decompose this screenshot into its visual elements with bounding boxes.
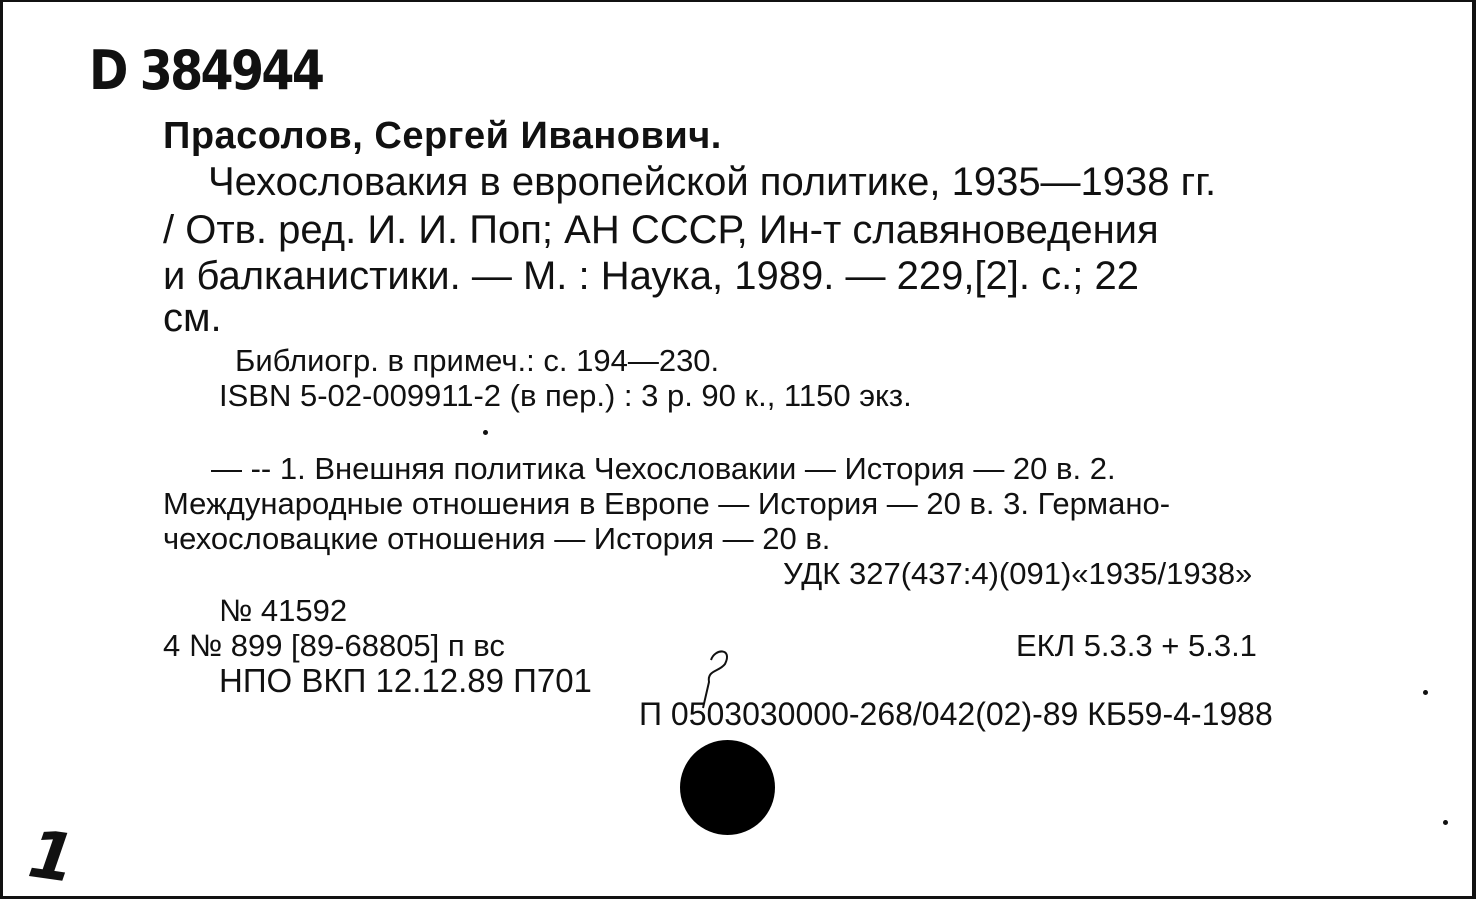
punch-hole bbox=[680, 740, 775, 835]
order-line: 4 № 899 [89-68805] п вс bbox=[163, 628, 505, 663]
ekl-code: ЕКЛ 5.3.3 + 5.3.1 bbox=[1016, 628, 1257, 663]
inventory-number: № 41592 bbox=[219, 593, 348, 628]
udk-code: УДК 327(437:4)(091)«1935/1938» bbox=[783, 556, 1253, 591]
pencil-mark: 1 bbox=[23, 815, 81, 898]
npo-line: НПО ВКП 12.12.89 П701 bbox=[219, 662, 592, 699]
subject-line-1: — -- 1. Внешняя политика Чехословакии — История — 20 в. 2. bbox=[211, 451, 1116, 486]
title-line-4: см. bbox=[163, 296, 222, 340]
speck bbox=[483, 430, 488, 435]
call-number: D 384944 bbox=[89, 39, 323, 102]
author-heading: Прасолов, Сергей Иванович. bbox=[163, 115, 722, 157]
isbn-note: ISBN 5-02-009911-2 (в пер.) : 3 р. 90 к., 1150 экз. bbox=[219, 378, 912, 413]
subject-line-2: Международные отношения в Европе — История — 20 в. 3. Германо- bbox=[163, 486, 1171, 521]
publisher-index: П 0503030000-268/042(02)-89 КБ59-4-1988 bbox=[639, 696, 1273, 732]
speck bbox=[1443, 820, 1448, 825]
title-line-2: / Отв. ред. И. И. Поп; АН СССР, Ин-т славяноведения bbox=[163, 208, 1159, 252]
title-line-3: и балканистики. — М. : Наука, 1989. — 229,[2]. с.; 22 bbox=[163, 254, 1139, 298]
bibliography-note: Библиогр. в примеч.: с. 194—230. bbox=[235, 343, 720, 378]
title-line-1: Чехословакия в европейской политике, 1935—1938 гг. bbox=[208, 160, 1217, 204]
speck bbox=[1423, 690, 1428, 695]
subject-line-3: чехословацкие отношения — История — 20 в. bbox=[163, 521, 831, 556]
